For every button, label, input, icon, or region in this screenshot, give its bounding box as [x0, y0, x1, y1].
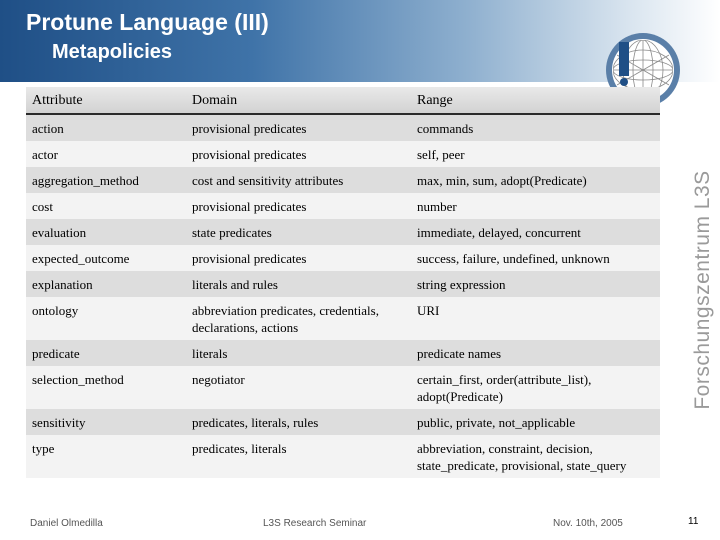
cell-attribute: actor: [26, 141, 186, 167]
cell-domain: predicates, literals: [186, 435, 411, 478]
cell-range: commands: [411, 114, 660, 141]
cell-attribute: ontology: [26, 297, 186, 340]
cell-domain: state predicates: [186, 219, 411, 245]
cell-range: string expression: [411, 271, 660, 297]
cell-range: immediate, delayed, concurrent: [411, 219, 660, 245]
header-range: Range: [411, 87, 660, 114]
table-row: [26, 297, 660, 340]
cell-domain: predicates, literals, rules: [186, 409, 411, 435]
footer-event: L3S Research Seminar: [263, 518, 367, 529]
table-row: [26, 245, 660, 271]
cell-range: abbreviation, constraint, decision, state_predicate, provisional, state_query: [411, 435, 660, 478]
cell-domain: provisional predicates: [186, 193, 411, 219]
cell-attribute: cost: [26, 193, 186, 219]
table-row: [26, 193, 660, 219]
cell-range: success, failure, undefined, unknown: [411, 245, 660, 271]
cell-attribute: action: [26, 114, 186, 141]
cell-attribute: type: [26, 435, 186, 478]
table-row: [26, 141, 660, 167]
cell-range: URI: [411, 297, 660, 340]
slide-title: Protune Language (III): [26, 9, 269, 35]
cell-attribute: aggregation_method: [26, 167, 186, 193]
footer-date: Nov. 10th, 2005: [553, 518, 623, 529]
cell-attribute: explanation: [26, 271, 186, 297]
table-row: [26, 435, 660, 478]
cell-domain: literals and rules: [186, 271, 411, 297]
cell-attribute: selection_method: [26, 366, 186, 409]
cell-domain: negotiator: [186, 366, 411, 409]
cell-domain: literals: [186, 340, 411, 366]
table-row: [26, 340, 660, 366]
table-row: [26, 366, 660, 409]
page-number: 11: [688, 516, 699, 527]
footer-author: Daniel Olmedilla: [30, 518, 103, 529]
table-row: [26, 271, 660, 297]
cell-range: predicate names: [411, 340, 660, 366]
cell-domain: provisional predicates: [186, 245, 411, 271]
cell-range: max, min, sum, adopt(Predicate): [411, 167, 660, 193]
table-row: [26, 409, 660, 435]
cell-domain: abbreviation predicates, credentials, declarations, actions: [186, 297, 411, 340]
cell-range: self, peer: [411, 141, 660, 167]
cell-attribute: evaluation: [26, 219, 186, 245]
cell-range: certain_first, order(attribute_list), adopt(Predicate): [411, 366, 660, 409]
side-brand: [690, 104, 716, 476]
cell-domain: cost and sensitivity attributes: [186, 167, 411, 193]
cell-domain: provisional predicates: [186, 141, 411, 167]
slide-subtitle: Metapolicies: [52, 41, 173, 63]
header-attribute: Attribute: [26, 87, 186, 114]
cell-attribute: expected_outcome: [26, 245, 186, 271]
table-header-row: [26, 87, 660, 114]
cell-attribute: sensitivity: [26, 409, 186, 435]
metapolicies-table: [26, 87, 660, 478]
cell-range: number: [411, 193, 660, 219]
side-brand-text: Forschungszentrum L3S: [691, 170, 714, 410]
header-domain: Domain: [186, 87, 411, 114]
table-row: [26, 167, 660, 193]
cell-domain: provisional predicates: [186, 114, 411, 141]
cell-range: public, private, not_applicable: [411, 409, 660, 435]
table-row: [26, 114, 660, 141]
table-row: [26, 219, 660, 245]
cell-attribute: predicate: [26, 340, 186, 366]
